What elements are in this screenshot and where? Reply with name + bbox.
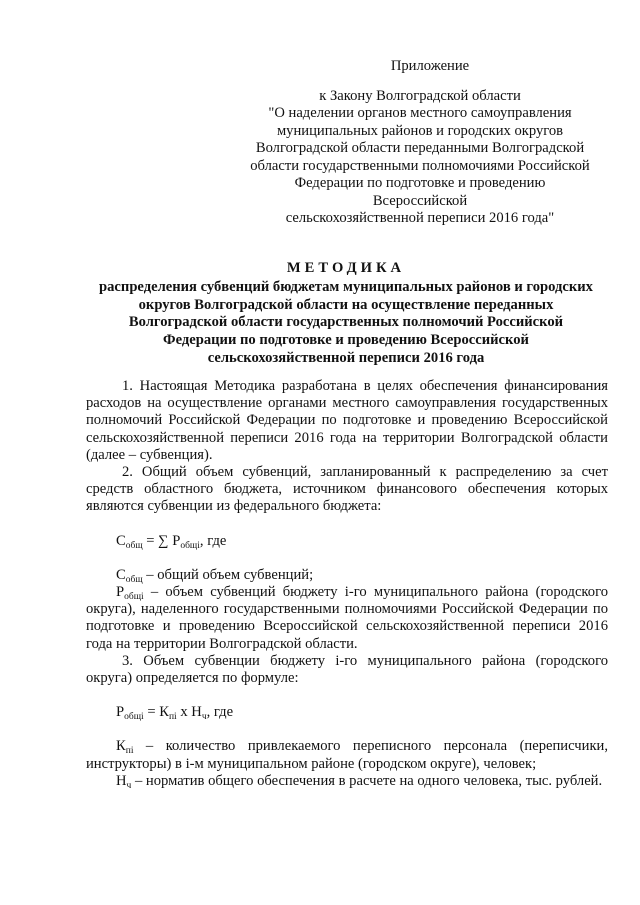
formula-symbol: С [116, 532, 126, 549]
appendix-line: сельскохозяйственной переписи 2016 года" [285, 210, 555, 226]
def-subscript: общ [125, 574, 143, 585]
definition-staff [86, 738, 608, 772]
formula-total [116, 533, 608, 550]
formula-text: , где [206, 704, 234, 721]
def-text: – количество привлекаемого переписного персонала (переписчики, инструкторы) в i-м муниципальном районе (городском округе), человек; [86, 738, 608, 772]
def-subscript: общi [124, 592, 144, 603]
paragraph-3: 3. Объем субвенции бюджету i-го муниципального района (городского округа) определяется по формуле: [86, 652, 608, 687]
formula-text: = ∑ Р [142, 532, 181, 549]
def-text: – общий объем субвенций; [142, 566, 314, 583]
appendix-line: муниципальных районов и городских округов [276, 122, 564, 139]
document-heading [86, 260, 606, 368]
appendix-title: Приложение [390, 58, 470, 74]
appendix-line: к Закону Волгоградской области [319, 87, 521, 104]
def-text: – норматив общего обеспечения в расчете на одного человека, тыс. рублей. [131, 772, 603, 789]
definition-district [86, 584, 608, 653]
appendix-block [250, 58, 590, 228]
formula-text: , где [199, 532, 227, 549]
def-symbol: С [116, 566, 126, 583]
def-subscript: ч [126, 780, 132, 791]
heading-line: Федерации по подготовке и проведению Всероссийской [163, 332, 529, 349]
heading-line: сельскохозяйственной переписи 2016 года [207, 349, 485, 366]
definition-norm [86, 773, 608, 790]
appendix-line: Федерации по подготовке и проведению Всероссийской [294, 175, 546, 209]
formula-subscript: общ [125, 540, 143, 551]
def-text: – объем субвенций бюджету i-го муниципального района (городского округа), наделенного государственными полномочиями Российской Федерации по подготовке и проведению Всероссийской сельскохозяйственной переписи 2016 года на территории Волгоградской области. [86, 584, 608, 652]
formula-symbol: Р [116, 704, 125, 721]
definition-total [86, 567, 608, 584]
formula-text: х Н [176, 704, 202, 721]
formula-district [116, 704, 608, 721]
def-symbol: К [116, 738, 126, 755]
heading-title: МЕТОДИКА [286, 260, 406, 276]
appendix-line: Волгоградской области переданными Волгоградской [255, 140, 585, 156]
def-subscript: пi [125, 746, 134, 757]
formula-subscript: общi [124, 712, 144, 723]
document-body [86, 378, 608, 790]
heading-line: распределения субвенций бюджетам муниципальных районов и городских [99, 278, 593, 295]
def-symbol: Н [116, 772, 127, 789]
formula-text: = К [143, 704, 169, 721]
paragraph-2: 2. Общий объем субвенций, запланированный к распределению за счет средств областного бюджета, источником финансового обеспечения которых являются субвенции из федерального бюджета: [86, 464, 608, 515]
heading-line: округов Волгоградской области на осуществление переданных [138, 296, 554, 313]
formula-subscript: ч [201, 712, 207, 723]
def-symbol: Р [116, 584, 125, 601]
appendix-line: "О наделении органов местного самоуправления [268, 105, 572, 121]
formula-subscript: пi [168, 712, 177, 723]
appendix-line: области государственными полномочиями Российской [250, 157, 590, 174]
heading-line: Волгоградской области государственных полномочий Российской [128, 314, 564, 331]
formula-subscript: общi [180, 540, 200, 551]
paragraph-1: 1. Настоящая Методика разработана в целях обеспечения финансирования расходов на осуществление органами местного самоуправления государственных полномочий Российской Федерации по подготовке и проведению Всероссийской сельскохозяйственной переписи 2016 года на территории Волгоградской области (далее – субвенция). [86, 378, 608, 463]
